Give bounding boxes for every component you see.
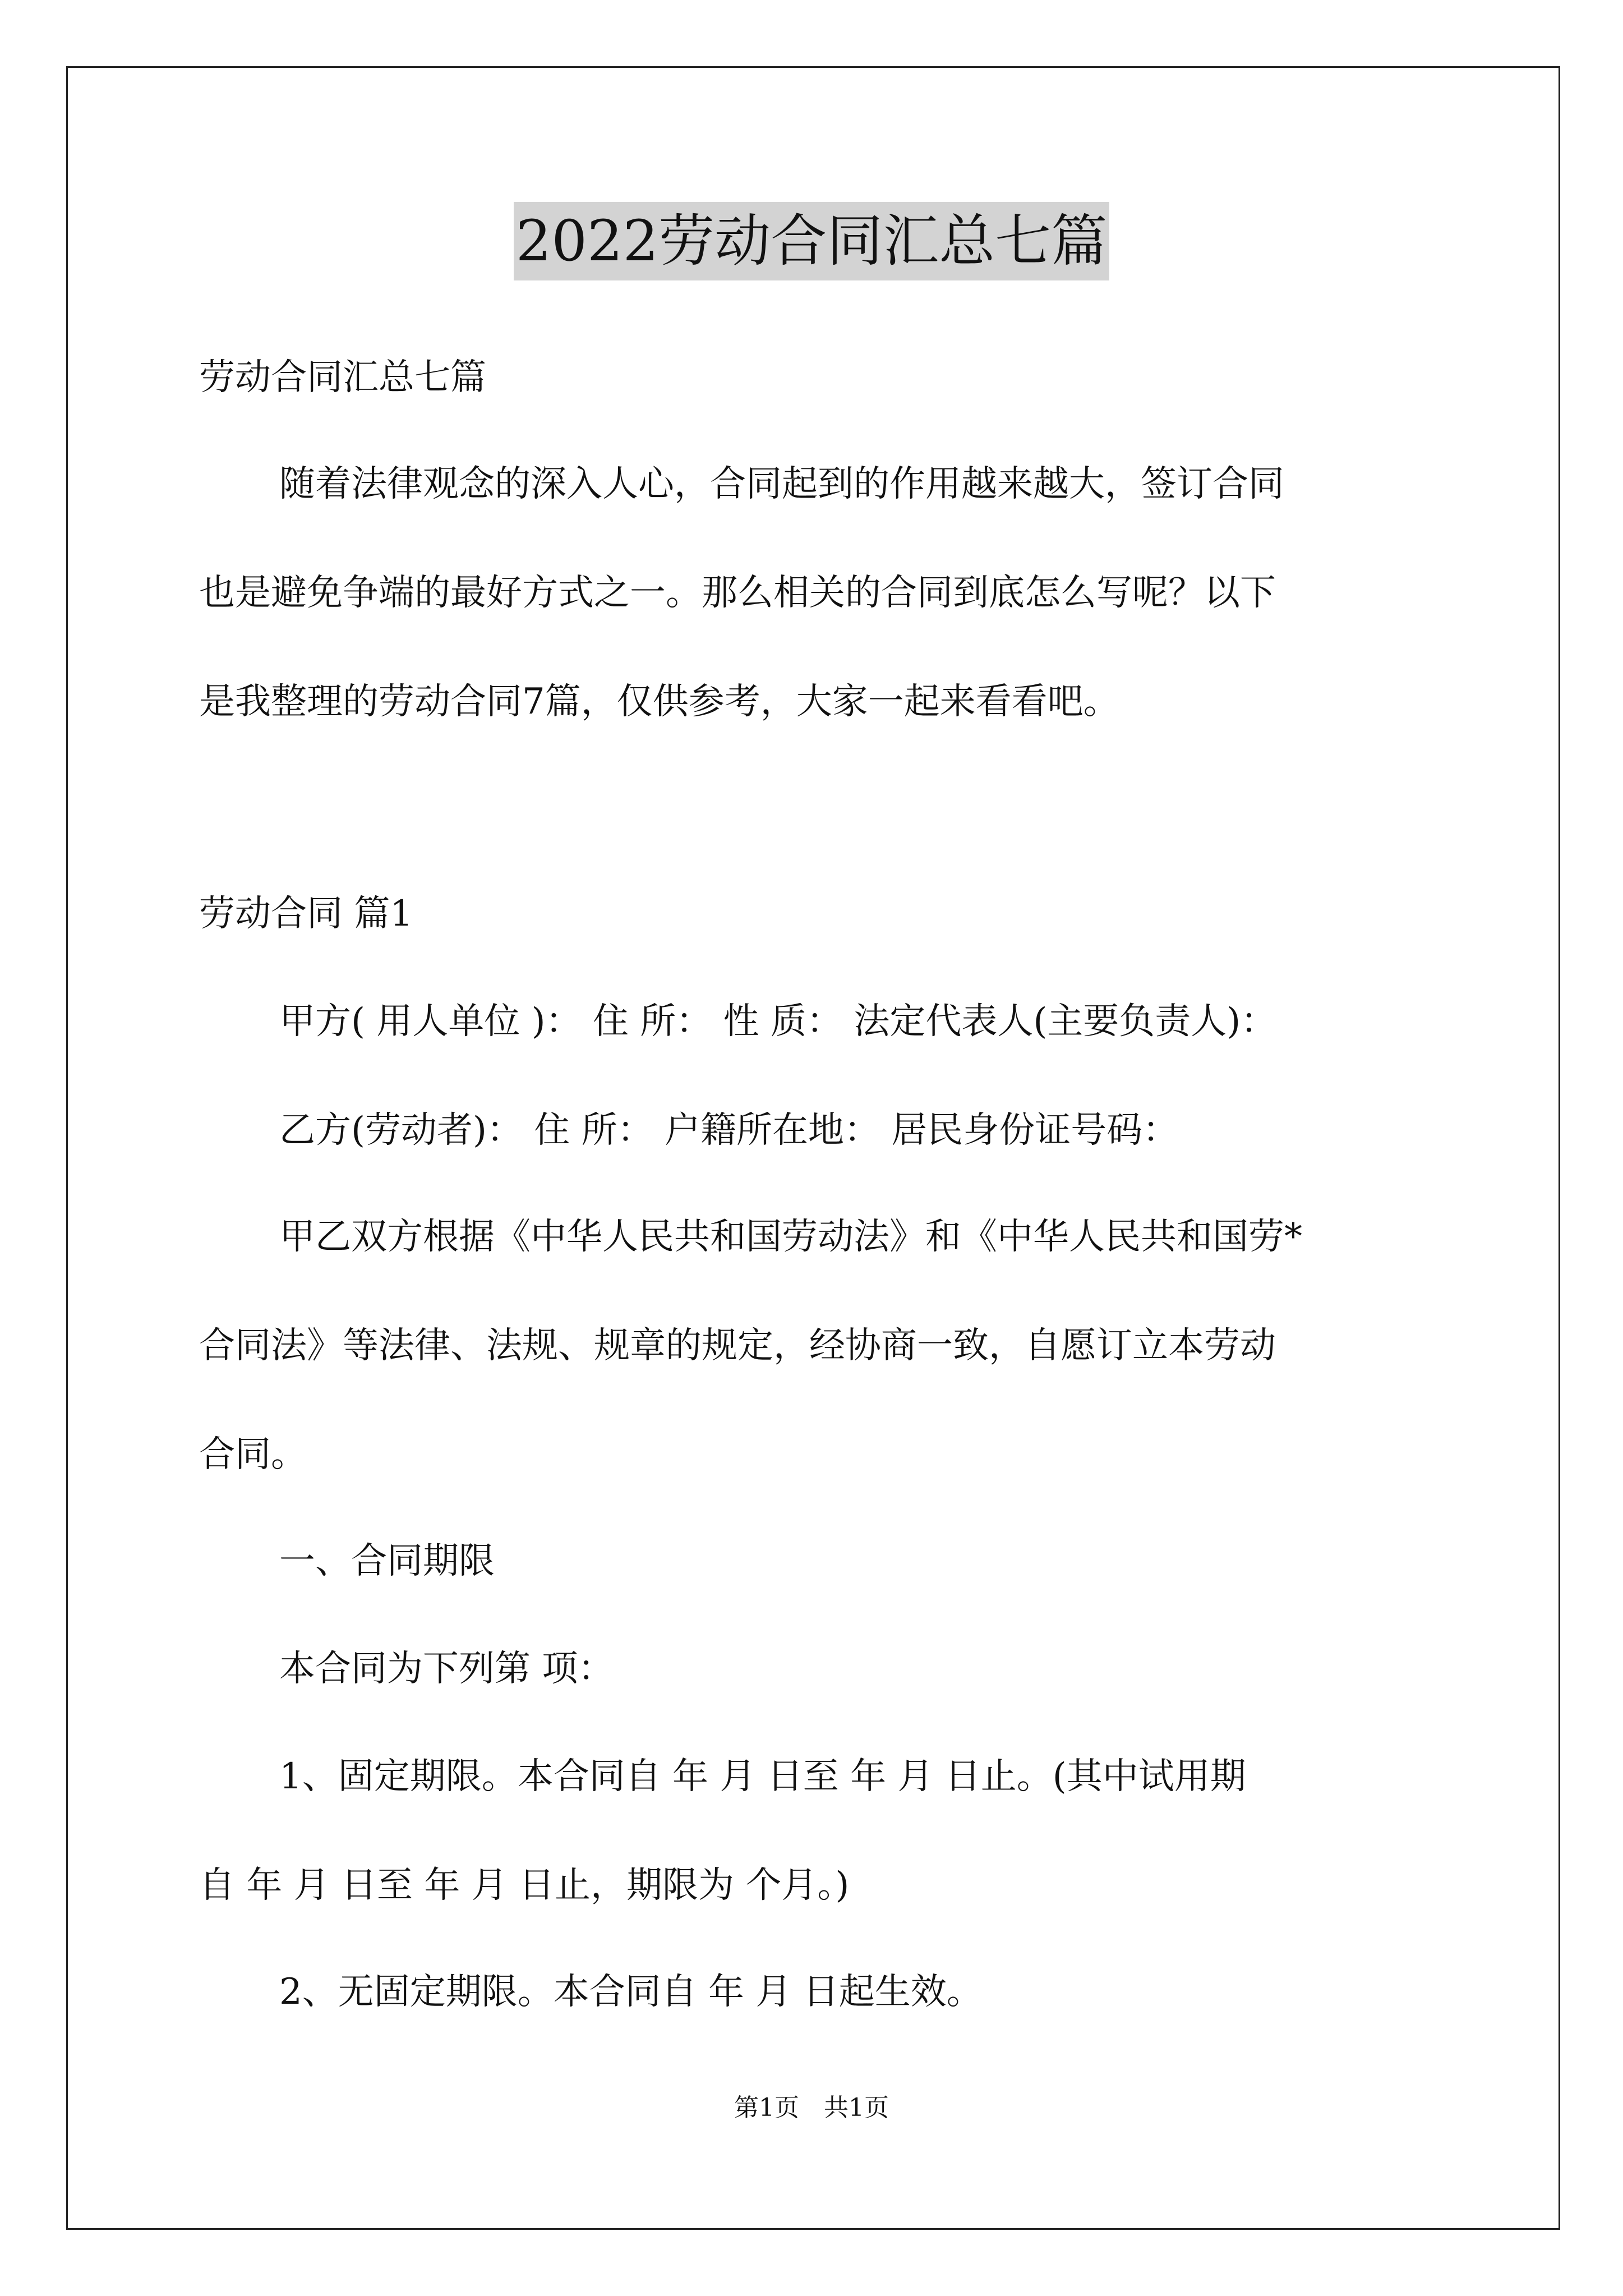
party-b-line: 乙方(劳动者)： 住 所： 户籍所在地： 居民身份证号码： xyxy=(279,1110,1179,1151)
intro-line-2: 也是避免争端的最好方式之一。那么相关的合同到底怎么写呢？以下 xyxy=(199,572,1276,614)
intro-line-3: 是我整理的劳动合同7篇，仅供参考，大家一起来看看吧。 xyxy=(199,681,1119,723)
party-a-line: 甲方( 用人单位 )： 住 所： 性 质： 法定代表人(主要负责人)： xyxy=(279,1001,1277,1042)
item1-line-1: 1、固定期限。本合同自 年 月 日至 年 月 日止。(其中试用期 xyxy=(279,1756,1246,1797)
clause-intro: 本合同为下列第 项： xyxy=(279,1648,614,1690)
item2-line: 2、无固定期限。本合同自 年 月 日起生效。 xyxy=(279,1971,983,2013)
section-heading: 劳动合同 篇1 xyxy=(199,893,413,935)
clause-heading: 一、合同期限 xyxy=(279,1540,495,1582)
basis-line-3: 合同。 xyxy=(199,1434,307,1475)
document-subtitle: 劳动合同汇总七篇 xyxy=(199,357,486,398)
document-title: 2022劳动合同汇总七篇 xyxy=(514,202,1110,280)
basis-line-1: 甲乙双方根据《中华人民共和国劳动法》和《中华人民共和国劳* xyxy=(279,1216,1302,1258)
basis-line-2: 合同法》等法律、法规、规章的规定，经协商一致，自愿订立本劳动 xyxy=(199,1325,1276,1366)
intro-line-1: 随着法律观念的深入人心，合同起到的作用越来越大，签订合同 xyxy=(279,463,1284,505)
item1-line-2: 自 年 月 日至 年 月 日止，期限为 个月。) xyxy=(199,1865,850,1906)
page-footer: 第1页 共1页 xyxy=(734,2093,889,2122)
title-container xyxy=(0,202,1623,280)
